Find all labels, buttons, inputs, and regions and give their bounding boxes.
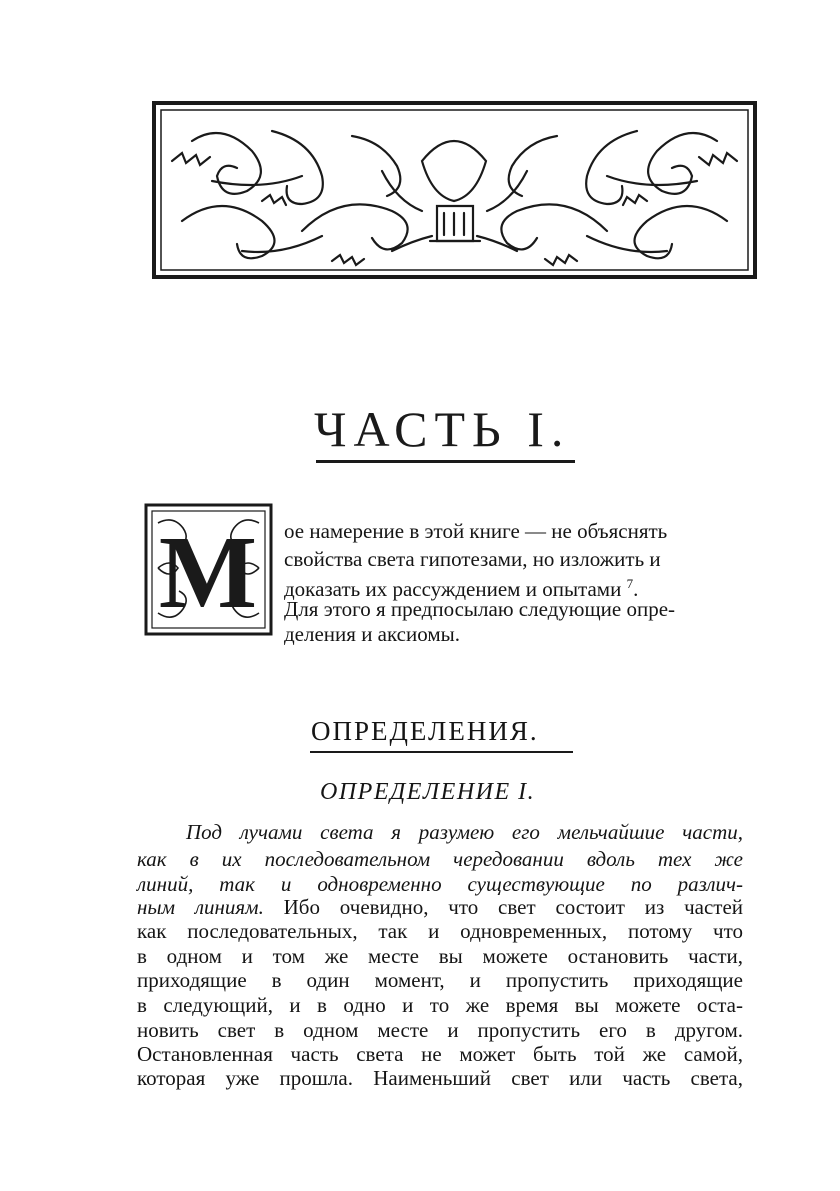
- definition-heading: ОПРЕДЕЛЕНИЕ I.: [320, 779, 536, 805]
- ornamental-headpiece: [152, 101, 757, 279]
- ornamental-initial-icon: [144, 503, 273, 636]
- part-title: ЧАСТЬ I.: [314, 401, 571, 457]
- definition-line: которая уже прошла. Наименьший свет или часть света,: [137, 1066, 743, 1090]
- intro-line-3-text: доказать их рассуждением и опытами: [284, 577, 622, 601]
- intro-line-2: свойства света гипотезами, но изложить и: [284, 547, 661, 571]
- definition-line: Под лучами света я разумею его мельчайшие части,: [186, 820, 743, 844]
- definition-line: Остановленная часть света не может быть той же самой,: [137, 1042, 743, 1066]
- section-heading-underline: [310, 751, 573, 753]
- definition-line: линий, так и одновременно существующие по различ-: [137, 872, 743, 896]
- definition-line: как последовательных, так и одновременных, потому что: [137, 919, 743, 943]
- intro-line-5: деления и аксиомы.: [284, 622, 460, 646]
- definition-line: новить свет в одном месте и пропустить его в другом.: [137, 1018, 743, 1042]
- definition-line: ным линиям. Ибо очевидно, что свет состоит из частей: [137, 895, 744, 919]
- part-title-underline: [316, 460, 575, 463]
- intro-line-1: ое намерение в этой книге — не объяснять: [284, 519, 668, 543]
- definition-line: в одном и том же месте вы можете остановить части,: [137, 944, 743, 968]
- definition-line: в следующий, и в одно и то же время вы можете оста-: [137, 993, 743, 1017]
- floral-ornament-icon: [152, 101, 757, 279]
- initial-letter: М: [158, 515, 258, 630]
- section-heading: ОПРЕДЕЛЕНИЯ.: [311, 716, 539, 746]
- definition-line: как в их последовательном чередовании вдоль тех же: [137, 847, 743, 871]
- footnote-reference: 7: [626, 576, 634, 591]
- intro-line-3: доказать их рассуждением и опытами $^7$.: [284, 576, 639, 601]
- intro-line-4: Для этого я предпосылаю следующие опре-: [284, 597, 676, 621]
- decorated-initial: [144, 503, 273, 636]
- definition-line: приходящие в один момент, и пропустить приходящие: [137, 968, 743, 992]
